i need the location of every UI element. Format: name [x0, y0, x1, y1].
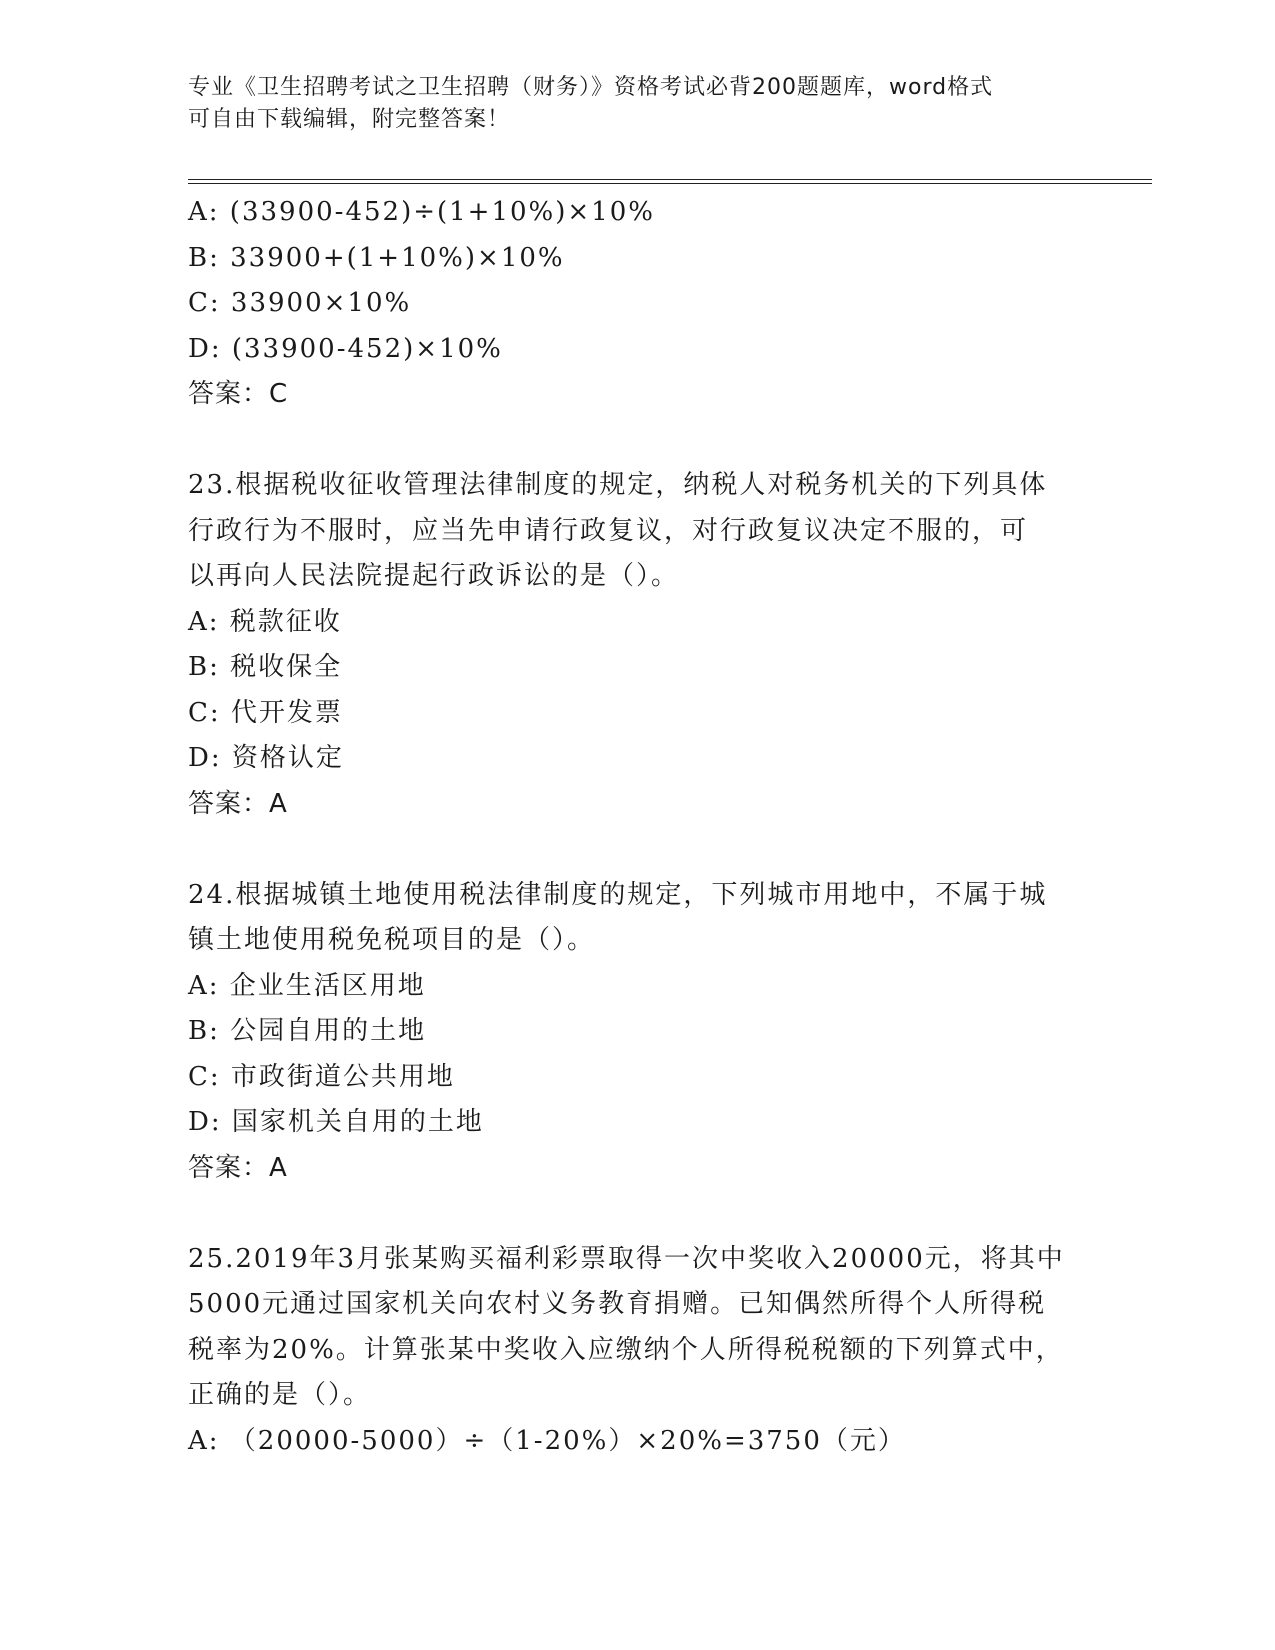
question-25: [188, 1237, 1108, 1465]
answer-line: 答案：A: [188, 788, 288, 819]
question-text-line: 25.2019年3月张某购买福利彩票取得一次中奖收入20000元，将其中: [188, 1243, 1065, 1274]
option-a: A: 企业生活区用地: [188, 970, 426, 1001]
header-line-1: 专业《卫生招聘考试之卫生招聘（财务）》资格考试必背200题题库，word格式: [188, 75, 994, 100]
option-c: C: 市政街道公共用地: [188, 1061, 455, 1092]
option-a: A: （20000-5000）÷（1-20%）×20%=3750（元）: [188, 1425, 906, 1456]
answer-line: 答案：C: [188, 379, 289, 409]
option-b: B: 公园自用的土地: [188, 1016, 427, 1046]
option-c: C: 代开发票: [188, 697, 343, 728]
question-text-line: 镇土地使用税免税项目的是（）。: [188, 925, 596, 955]
option-b: B: 税收保全: [188, 652, 343, 682]
header-divider-top: [188, 179, 1152, 180]
question-22: [188, 190, 1108, 418]
option-a: A: 税款征收: [188, 606, 342, 637]
spacer: [188, 418, 1108, 464]
question-text-line: 24.根据城镇土地使用税法律制度的规定，下列城市用地中，不属于城: [188, 879, 1048, 910]
question-text-line: 税率为20%。计算张某中奖收入应缴纳个人所得税税额的下列算式中，: [188, 1334, 1064, 1365]
option-b: B: 33900+(1+10%)×10%: [188, 242, 565, 273]
option-d: D: (33900-452)×10%: [188, 333, 503, 364]
answer-line: 答案：A: [188, 1152, 288, 1183]
question-text-line: 行政行为不服时，应当先申请行政复议，对行政复议决定不服的，可: [188, 515, 1029, 546]
spacer: [188, 827, 1108, 873]
question-text-line: 正确的是（）。: [188, 1380, 372, 1410]
question-text-line: 5000元通过国家机关向农村义务教育捐赠。已知偶然所得个人所得税: [188, 1289, 1047, 1319]
option-a: A: (33900-452)÷(1+10%)×10%: [188, 197, 655, 227]
question-text-line: 23.根据税收征收管理法律制度的规定，纳税人对税务机关的下列具体: [188, 470, 1048, 500]
header-line-2: 可自由下载编辑，附完整答案！: [188, 107, 511, 132]
option-c: C: 33900×10%: [188, 288, 412, 318]
document-content: [188, 190, 1108, 1464]
document-header: [188, 72, 1068, 136]
question-text-line: 以再向人民法院提起行政诉讼的是（）。: [188, 561, 680, 591]
question-24: [188, 873, 1108, 1192]
spacer: [188, 1191, 1108, 1237]
question-23: [188, 463, 1108, 827]
header-divider-bottom: [188, 183, 1152, 184]
option-d: D: 资格认定: [188, 743, 344, 773]
option-d: D: 国家机关自用的土地: [188, 1107, 484, 1137]
